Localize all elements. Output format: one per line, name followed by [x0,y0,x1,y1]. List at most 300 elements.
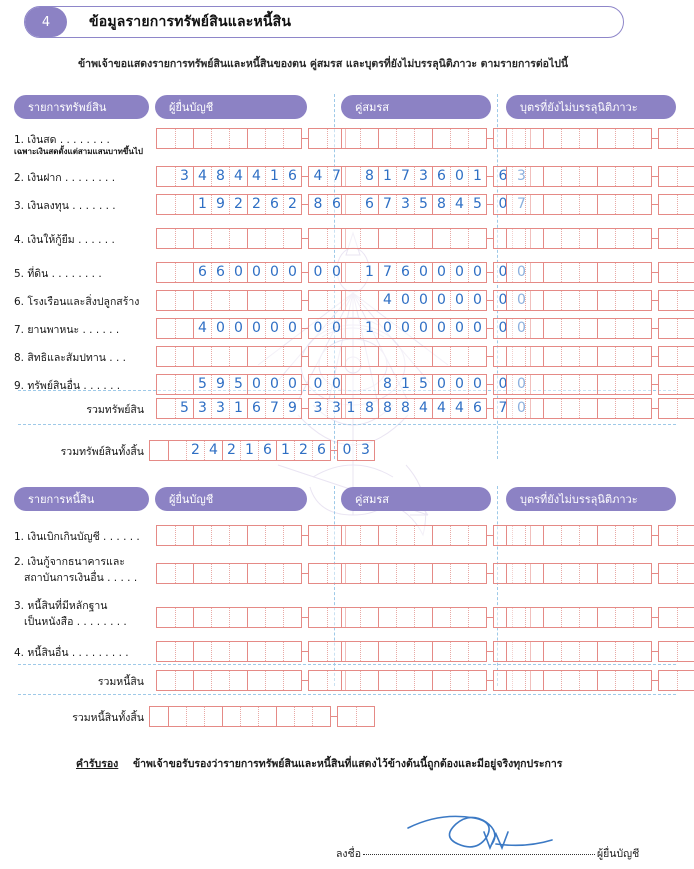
asset-spouse-amount-6[interactable] [341,290,531,311]
digit-cell[interactable] [175,526,193,545]
digit-cell[interactable]: 8 [360,167,378,186]
decimal-cell[interactable]: 0 [512,375,530,394]
digit-cell[interactable] [157,526,175,545]
digit-cell[interactable] [543,671,561,690]
digit-cell[interactable]: 7 [378,263,396,282]
liab-spouse-amount-4[interactable] [341,641,531,662]
liab-declarant-amount-3[interactable] [156,607,346,628]
digit-cell[interactable]: 1 [360,319,378,338]
asset-declarant-amount-5[interactable] [156,262,346,283]
digit-cell[interactable] [615,526,633,545]
digit-cell[interactable] [597,642,615,661]
decimal-cell[interactable] [309,347,327,366]
digit-cell[interactable] [450,347,468,366]
digit-cell[interactable] [543,347,561,366]
digit-cell[interactable] [525,526,543,545]
digit-cell[interactable] [543,375,561,394]
digit-cell[interactable]: 6 [396,263,414,282]
liab-children-amount-3[interactable] [506,607,694,628]
digit-cell[interactable] [229,229,247,248]
digit-cell[interactable] [633,167,651,186]
decimal-cell[interactable] [677,564,694,583]
asset-spouse-amount-5[interactable] [341,262,531,283]
digit-cell[interactable]: 0 [468,291,486,310]
digit-cell[interactable] [193,229,211,248]
digit-cell[interactable] [283,526,301,545]
decimal-cell[interactable] [677,229,694,248]
digit-cell[interactable] [157,263,175,282]
decimal-cell[interactable]: 0 [498,291,508,308]
digit-cell[interactable] [378,642,396,661]
digit-cell[interactable] [265,671,283,690]
decimal-cell[interactable]: 3 [313,399,323,416]
digit-cell[interactable] [247,642,265,661]
decimal-cell[interactable] [309,608,327,627]
decimal-cell[interactable] [356,707,374,726]
digit-cell[interactable] [507,526,525,545]
digit-cell[interactable] [342,347,360,366]
digit-cell[interactable] [342,319,360,338]
digit-cell[interactable] [168,441,186,460]
digit-cell[interactable]: 5 [414,195,432,214]
decimal-cell[interactable] [677,526,694,545]
digit-cell[interactable] [283,347,301,366]
digit-cell[interactable] [525,642,543,661]
decimal-cell[interactable] [659,608,677,627]
digit-cell[interactable] [525,375,543,394]
digit-cell[interactable] [193,564,211,583]
digit-cell[interactable] [414,347,432,366]
assets-grandtotal-amount[interactable] [149,440,375,461]
decimal-cell[interactable]: 0 [327,375,345,394]
digit-cell[interactable] [193,526,211,545]
asset-children-amount-8[interactable] [506,346,694,367]
digit-cell[interactable] [283,129,301,148]
asset-children-amount-9[interactable] [506,374,694,395]
decimal-cell[interactable]: 0 [327,319,345,338]
digit-cell[interactable] [157,347,175,366]
digit-cell[interactable] [360,229,378,248]
digit-cell[interactable] [414,129,432,148]
digit-cell[interactable] [211,291,229,310]
digit-cell[interactable]: 8 [396,399,414,418]
digit-cell[interactable] [597,291,615,310]
digit-cell[interactable] [507,642,525,661]
digit-cell[interactable] [193,671,211,690]
digit-cell[interactable]: 3 [396,195,414,214]
digit-cell[interactable] [543,642,561,661]
digit-cell[interactable] [193,608,211,627]
digit-cell[interactable] [507,167,525,186]
digit-cell[interactable]: 7 [265,399,283,418]
digit-cell[interactable] [247,608,265,627]
digit-cell[interactable] [597,526,615,545]
digit-cell[interactable] [561,671,579,690]
digit-cell[interactable]: 0 [229,263,247,282]
digit-cell[interactable] [265,608,283,627]
digit-cell[interactable] [615,319,633,338]
digit-cell[interactable] [378,526,396,545]
decimal-cell[interactable] [309,671,327,690]
digit-cell[interactable] [525,347,543,366]
digit-cell[interactable] [258,707,276,726]
decimal-cell[interactable] [659,263,677,282]
digit-cell[interactable] [432,671,450,690]
digit-cell[interactable] [396,564,414,583]
digit-cell[interactable] [561,608,579,627]
asset-children-amount-1[interactable] [506,128,694,149]
digit-cell[interactable] [396,642,414,661]
asset-children-amount-7[interactable] [506,318,694,339]
digit-cell[interactable] [597,375,615,394]
digit-cell[interactable] [597,263,615,282]
digit-cell[interactable]: 3 [175,167,193,186]
digit-cell[interactable] [525,263,543,282]
digit-cell[interactable] [360,347,378,366]
decimal-cell[interactable]: 4 [313,167,323,184]
decimal-cell[interactable] [659,291,677,310]
digit-cell[interactable] [240,707,258,726]
decimal-cell[interactable] [677,195,694,214]
digit-cell[interactable] [157,671,175,690]
digit-cell[interactable] [507,399,525,418]
digit-cell[interactable] [342,526,360,545]
digit-cell[interactable]: 0 [247,263,265,282]
digit-cell[interactable] [150,441,168,460]
digit-cell[interactable] [633,564,651,583]
digit-cell[interactable] [633,375,651,394]
digit-cell[interactable]: 4 [414,399,432,418]
digit-cell[interactable] [633,671,651,690]
digit-cell[interactable] [507,319,525,338]
digit-cell[interactable] [342,642,360,661]
digit-cell[interactable] [283,671,301,690]
digit-cell[interactable] [579,291,597,310]
digit-cell[interactable] [525,129,543,148]
digit-cell[interactable] [157,608,175,627]
digit-cell[interactable] [561,195,579,214]
digit-cell[interactable]: 4 [193,319,211,338]
digit-cell[interactable] [543,319,561,338]
decimal-cell[interactable]: 0 [313,319,323,336]
decimal-cell[interactable]: 3 [327,399,345,418]
digit-cell[interactable] [193,642,211,661]
decimal-cell[interactable] [659,229,677,248]
digit-cell[interactable] [265,347,283,366]
digit-cell[interactable] [579,167,597,186]
digit-cell[interactable]: 0 [450,263,468,282]
digit-cell[interactable] [396,526,414,545]
digit-cell[interactable] [615,263,633,282]
digit-cell[interactable]: 8 [360,399,378,418]
digit-cell[interactable] [342,564,360,583]
digit-cell[interactable] [633,399,651,418]
digit-cell[interactable] [265,291,283,310]
digit-cell[interactable] [294,707,312,726]
digit-cell[interactable] [561,642,579,661]
decimal-cell[interactable] [338,707,356,726]
digit-cell[interactable]: 5 [229,375,247,394]
digit-cell[interactable] [543,229,561,248]
digit-cell[interactable] [432,642,450,661]
digit-cell[interactable]: 4 [247,167,265,186]
liab-declarant-amount-1[interactable] [156,525,346,546]
digit-cell[interactable] [543,564,561,583]
digit-cell[interactable] [615,399,633,418]
digit-cell[interactable]: 3 [193,399,211,418]
liab-grandtotal-amount[interactable] [149,706,375,727]
digit-cell[interactable] [579,229,597,248]
decimal-cell[interactable]: 7 [512,195,530,214]
digit-cell[interactable] [561,129,579,148]
asset-spouse-amount-4[interactable] [341,228,531,249]
digit-cell[interactable] [157,399,175,418]
digit-cell[interactable] [579,347,597,366]
digit-cell[interactable]: 0 [432,319,450,338]
digit-cell[interactable] [193,129,211,148]
digit-cell[interactable] [211,642,229,661]
decimal-cell[interactable]: 7 [498,399,508,416]
digit-cell[interactable] [414,642,432,661]
digit-cell[interactable] [561,263,579,282]
digit-cell[interactable] [597,129,615,148]
digit-cell[interactable] [507,129,525,148]
digit-cell[interactable] [543,263,561,282]
digit-cell[interactable] [229,347,247,366]
digit-cell[interactable] [247,564,265,583]
digit-cell[interactable] [543,195,561,214]
digit-cell[interactable]: 0 [283,319,301,338]
digit-cell[interactable] [468,608,486,627]
digit-cell[interactable] [597,319,615,338]
digit-cell[interactable] [157,167,175,186]
digit-cell[interactable]: 6 [211,263,229,282]
digit-cell[interactable] [414,526,432,545]
digit-cell[interactable] [432,608,450,627]
digit-cell[interactable] [432,347,450,366]
digit-cell[interactable] [597,229,615,248]
digit-cell[interactable] [229,526,247,545]
decimal-cell[interactable]: 0 [342,441,352,458]
asset-declarant-amount-2[interactable] [156,166,346,187]
digit-cell[interactable] [507,195,525,214]
digit-cell[interactable] [507,229,525,248]
liab-subtotal-declarant[interactable] [156,670,346,691]
digit-cell[interactable] [525,399,543,418]
digit-cell[interactable]: 0 [468,375,486,394]
digit-cell[interactable] [579,195,597,214]
digit-cell[interactable] [543,526,561,545]
digit-cell[interactable]: 6 [468,399,486,418]
digit-cell[interactable] [175,195,193,214]
digit-cell[interactable] [283,229,301,248]
digit-cell[interactable] [175,608,193,627]
digit-cell[interactable]: 0 [396,319,414,338]
digit-cell[interactable] [561,167,579,186]
digit-cell[interactable] [175,642,193,661]
asset-declarant-amount-6[interactable] [156,290,346,311]
digit-cell[interactable] [615,195,633,214]
digit-cell[interactable] [450,671,468,690]
digit-cell[interactable] [378,564,396,583]
digit-cell[interactable] [543,399,561,418]
decimal-cell[interactable]: 6 [327,195,345,214]
liab-declarant-amount-2[interactable] [156,563,346,584]
digit-cell[interactable]: 4 [204,441,222,460]
digit-cell[interactable] [360,291,378,310]
digit-cell[interactable] [360,375,378,394]
digit-cell[interactable] [360,671,378,690]
digit-cell[interactable] [175,263,193,282]
digit-cell[interactable] [193,291,211,310]
digit-cell[interactable] [342,195,360,214]
digit-cell[interactable]: 9 [283,399,301,418]
asset-spouse-amount-8[interactable] [341,346,531,367]
assets-subtotal-spouse[interactable] [341,398,531,419]
digit-cell[interactable] [450,608,468,627]
digit-cell[interactable]: 2 [283,195,301,214]
digit-cell[interactable] [283,608,301,627]
decimal-cell[interactable] [309,642,327,661]
digit-cell[interactable]: 2 [247,195,265,214]
digit-cell[interactable] [561,526,579,545]
digit-cell[interactable]: 0 [450,291,468,310]
decimal-cell[interactable] [677,347,694,366]
decimal-cell[interactable] [659,399,677,418]
decimal-cell[interactable] [659,642,677,661]
decimal-cell[interactable]: 0 [327,263,345,282]
digit-cell[interactable] [342,375,360,394]
digit-cell[interactable] [229,608,247,627]
digit-cell[interactable] [396,129,414,148]
decimal-cell[interactable]: 7 [327,167,345,186]
decimal-cell[interactable]: 8 [313,195,323,212]
digit-cell[interactable] [561,375,579,394]
decimal-cell[interactable]: 3 [512,167,530,186]
decimal-cell[interactable] [677,263,694,282]
decimal-cell[interactable] [659,347,677,366]
digit-cell[interactable] [543,608,561,627]
digit-cell[interactable] [615,347,633,366]
digit-cell[interactable] [265,564,283,583]
asset-children-amount-3[interactable] [506,194,694,215]
digit-cell[interactable]: 4 [378,291,396,310]
digit-cell[interactable] [633,526,651,545]
digit-cell[interactable] [525,319,543,338]
digit-cell[interactable]: 4 [450,399,468,418]
digit-cell[interactable] [378,671,396,690]
digit-cell[interactable] [175,319,193,338]
digit-cell[interactable] [342,291,360,310]
decimal-cell[interactable]: 3 [356,441,374,460]
digit-cell[interactable] [175,375,193,394]
digit-cell[interactable]: 2 [186,441,204,460]
digit-cell[interactable]: 1 [360,263,378,282]
digit-cell[interactable] [247,347,265,366]
decimal-cell[interactable] [677,375,694,394]
digit-cell[interactable] [615,229,633,248]
digit-cell[interactable] [432,564,450,583]
digit-cell[interactable]: 3 [414,167,432,186]
digit-cell[interactable] [229,564,247,583]
digit-cell[interactable] [615,642,633,661]
digit-cell[interactable] [468,526,486,545]
digit-cell[interactable] [175,291,193,310]
digit-cell[interactable] [414,564,432,583]
digit-cell[interactable] [579,642,597,661]
digit-cell[interactable] [597,608,615,627]
decimal-cell[interactable]: 6 [498,167,508,184]
digit-cell[interactable] [229,129,247,148]
digit-cell[interactable] [360,608,378,627]
liab-children-amount-1[interactable] [506,525,694,546]
digit-cell[interactable] [229,671,247,690]
digit-cell[interactable] [615,167,633,186]
decimal-cell[interactable] [659,564,677,583]
liab-spouse-amount-3[interactable] [341,607,531,628]
digit-cell[interactable] [157,229,175,248]
digit-cell[interactable]: 0 [247,319,265,338]
decimal-cell[interactable] [659,671,677,690]
digit-cell[interactable] [342,167,360,186]
digit-cell[interactable] [396,608,414,627]
digit-cell[interactable]: 9 [211,375,229,394]
digit-cell[interactable]: 1 [378,167,396,186]
digit-cell[interactable] [543,167,561,186]
digit-cell[interactable] [432,129,450,148]
digit-cell[interactable] [579,564,597,583]
digit-cell[interactable] [525,229,543,248]
digit-cell[interactable] [633,642,651,661]
digit-cell[interactable] [597,195,615,214]
digit-cell[interactable] [597,564,615,583]
liab-declarant-amount-4[interactable] [156,641,346,662]
decimal-cell[interactable] [659,375,677,394]
decimal-cell[interactable]: 0 [498,375,508,392]
digit-cell[interactable] [204,707,222,726]
asset-spouse-amount-9[interactable] [341,374,531,395]
digit-cell[interactable] [211,229,229,248]
decimal-cell[interactable]: 0 [498,319,508,336]
digit-cell[interactable]: 7 [396,167,414,186]
digit-cell[interactable] [157,195,175,214]
digit-cell[interactable]: 0 [378,319,396,338]
digit-cell[interactable]: 6 [283,167,301,186]
digit-cell[interactable] [342,129,360,148]
digit-cell[interactable] [211,347,229,366]
digit-cell[interactable] [211,608,229,627]
digit-cell[interactable] [579,399,597,418]
digit-cell[interactable] [450,229,468,248]
digit-cell[interactable]: 8 [378,375,396,394]
digit-cell[interactable] [468,347,486,366]
digit-cell[interactable] [561,229,579,248]
digit-cell[interactable] [468,564,486,583]
digit-cell[interactable] [561,564,579,583]
digit-cell[interactable] [247,229,265,248]
digit-cell[interactable] [175,671,193,690]
digit-cell[interactable] [507,347,525,366]
digit-cell[interactable]: 0 [450,167,468,186]
digit-cell[interactable]: 8 [378,399,396,418]
digit-cell[interactable] [633,608,651,627]
digit-cell[interactable]: 1 [468,167,486,186]
digit-cell[interactable]: 1 [396,375,414,394]
decimal-cell[interactable] [309,526,327,545]
digit-cell[interactable]: 0 [265,263,283,282]
asset-spouse-amount-1[interactable] [341,128,531,149]
digit-cell[interactable]: 2 [229,195,247,214]
